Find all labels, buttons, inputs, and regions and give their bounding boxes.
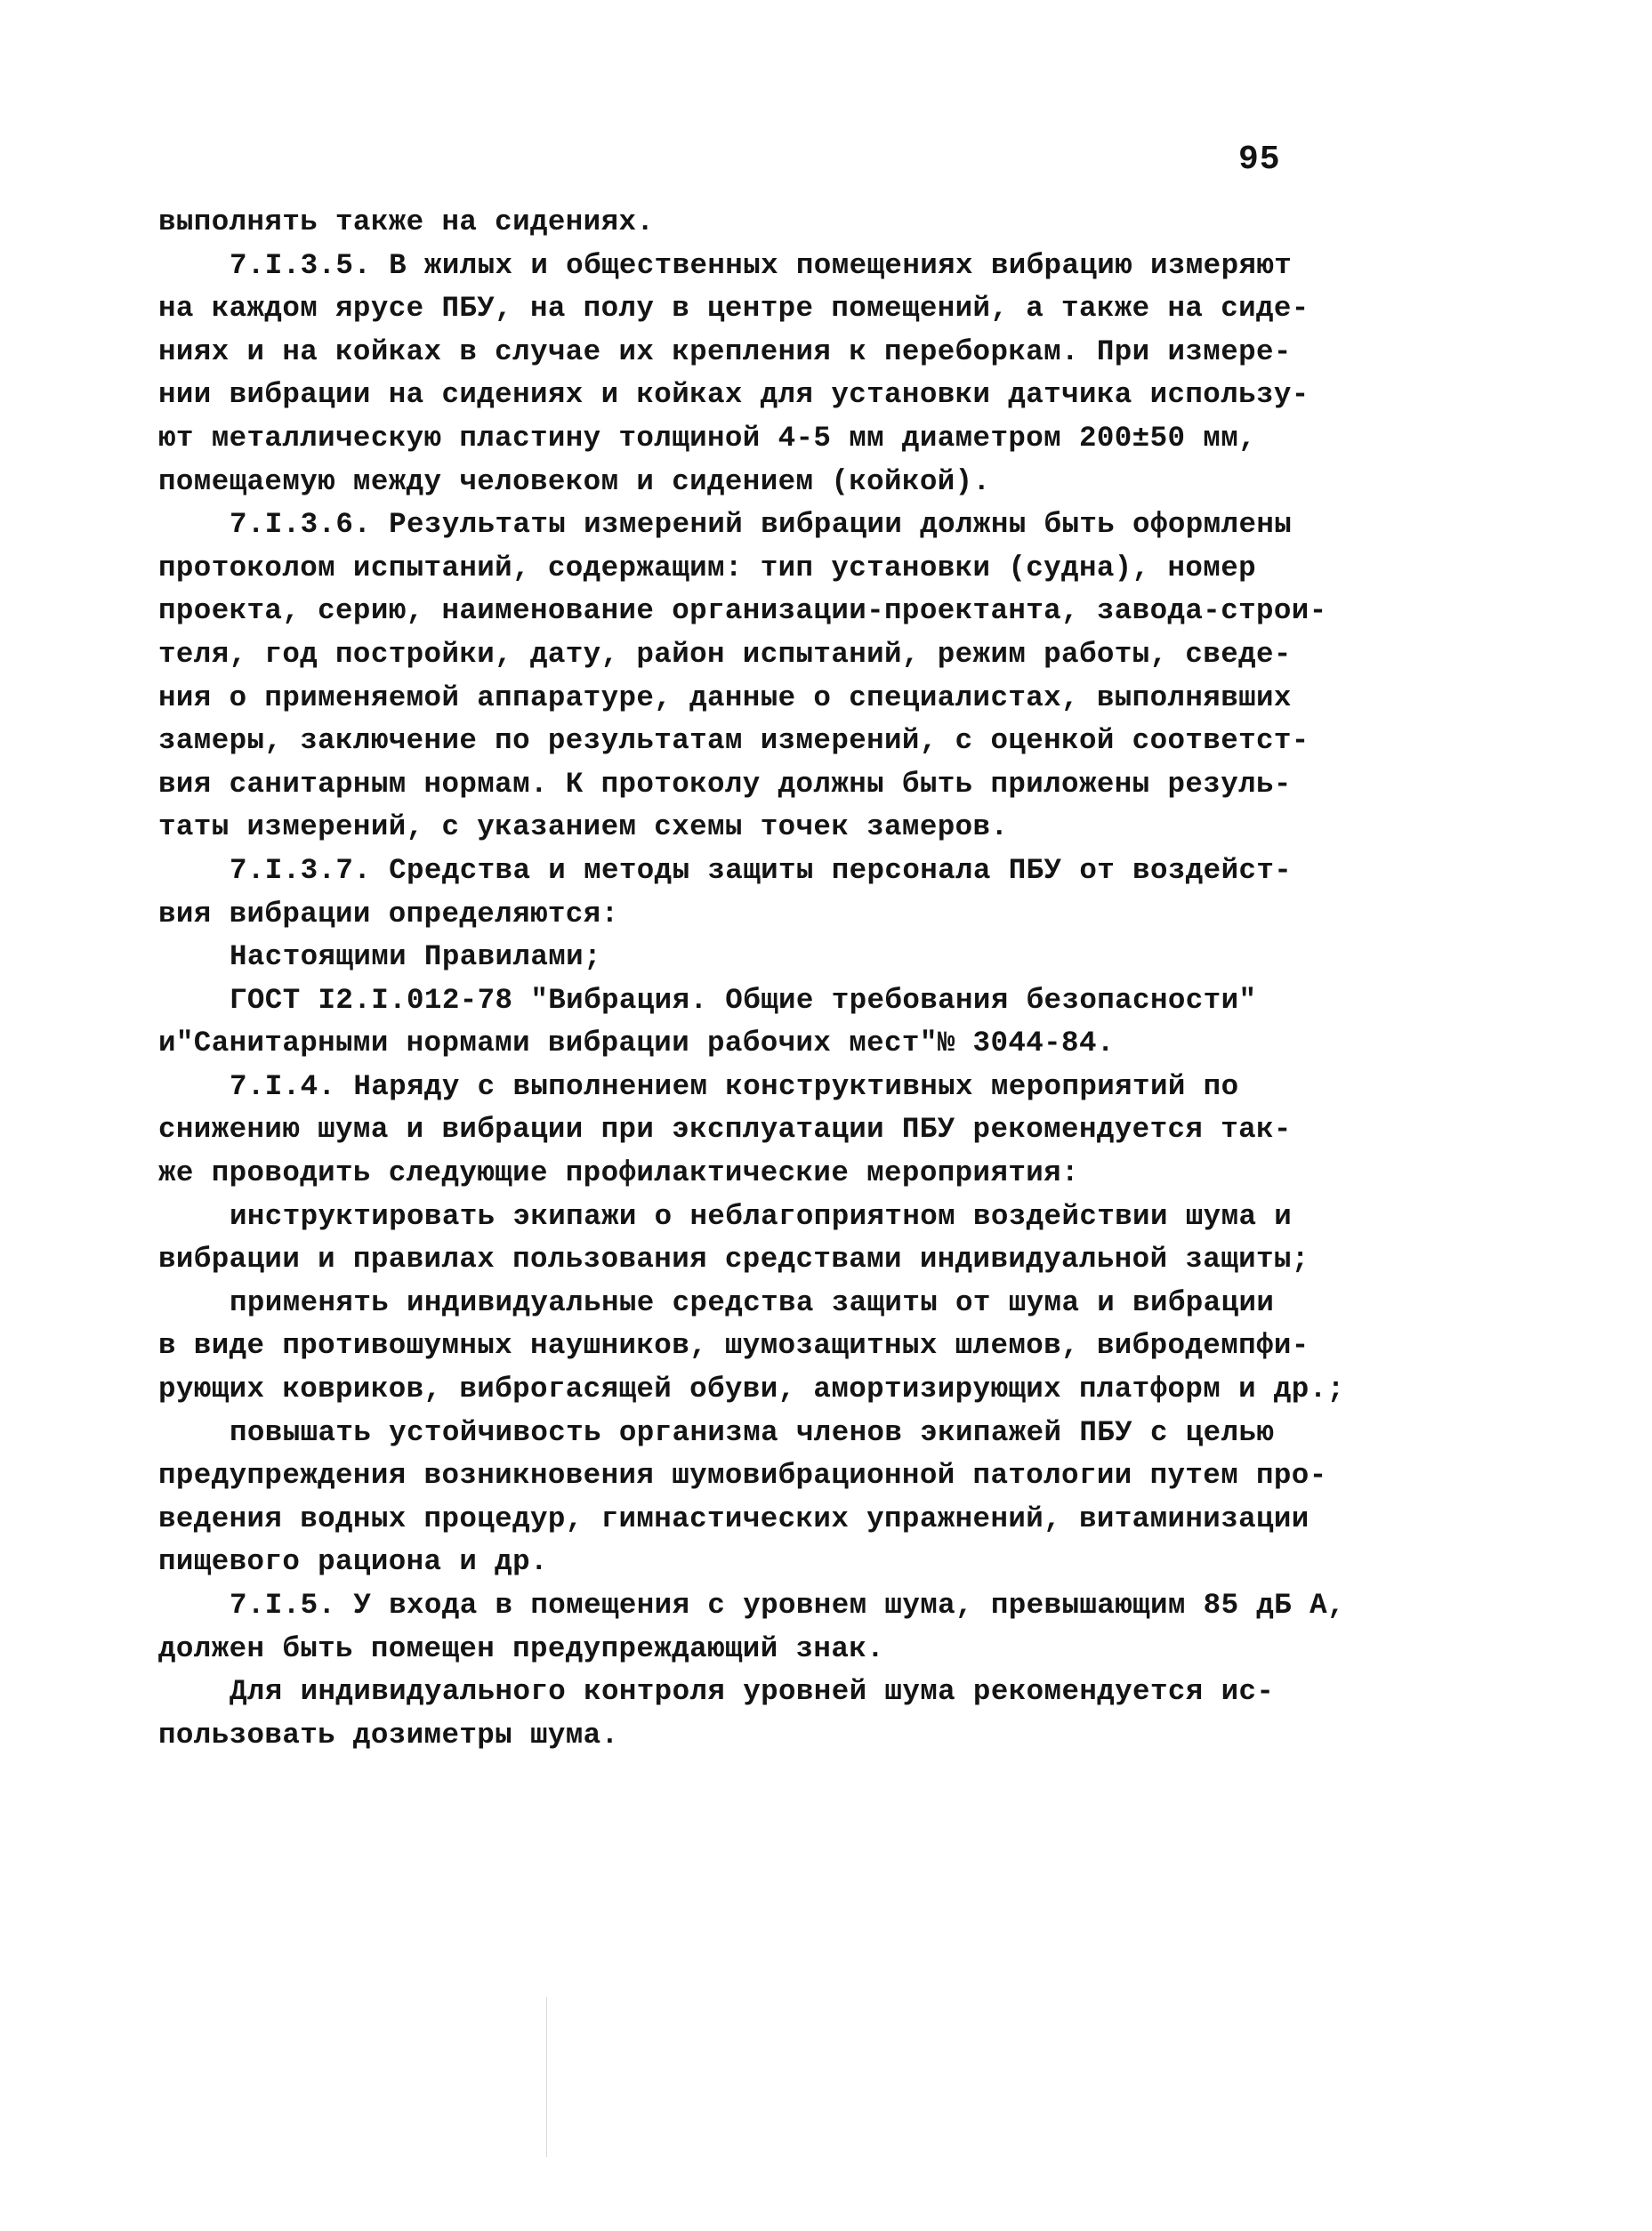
text-line: снижению шума и вибрации при эксплуатации ПБУ рекомендуется так- <box>158 1113 1292 1147</box>
body-text <box>158 201 1404 1757</box>
text-line: предупреждения возникновения шумовибрационной патологии путем про- <box>158 1459 1327 1493</box>
text-line: и"Санитарными нормами вибрации рабочих мест"№ 3044-84. <box>158 1027 1115 1060</box>
text-line: 7.I.5. У входа в помещения с уровнем шума, превышающим 85 дБ А, <box>230 1589 1345 1622</box>
text-line: помещаемую между человеком и сидением (койкой). <box>158 464 991 498</box>
text-line: пищевого рациона и др. <box>158 1545 548 1579</box>
text-line: на каждом ярусе ПБУ, на полу в центре помещений, а также на сиде- <box>158 292 1310 326</box>
text-line: в виде противошумных наушников, шумозащитных шлемов, вибродемпфи- <box>158 1329 1310 1363</box>
text-line: пользовать дозиметры шума. <box>158 1718 619 1752</box>
text-line: вия вибрации определяются: <box>158 897 619 930</box>
text-line: рующих ковриков, виброгасящей обуви, амортизирующих платформ и др.; <box>158 1373 1345 1406</box>
text-line: повышать устойчивость организма членов экипажей ПБУ с целью <box>230 1415 1275 1449</box>
text-line: ют металлическую пластину толщиной 4-5 мм диаметром 200±50 мм, <box>158 421 1256 455</box>
text-line: 7.I.3.7. Средства и методы защиты персонала ПБУ от воздейст- <box>230 853 1293 887</box>
text-line: должен быть помещен предупреждающий знак. <box>158 1631 885 1665</box>
text-line: же проводить следующие профилактические мероприятия: <box>158 1156 1079 1190</box>
text-line: нии вибрации на сидениях и койках для установки датчика использу- <box>158 378 1310 412</box>
text-line: замеры, заключение по результатам измерений, с оценкой соответст- <box>158 724 1310 758</box>
text-line: теля, год постройки, дату, район испытаний, режим работы, сведе- <box>158 637 1292 671</box>
text-line: выполнять также на сидениях. <box>158 205 655 238</box>
text-line: 7.I.4. Наряду с выполнением конструктивных мероприятий по <box>230 1069 1239 1103</box>
text-line: инструктировать экипажи о неблагоприятном воздействии шума и <box>230 1199 1293 1233</box>
text-line: ния о применяемой аппаратуре, данные о специалистах, выполнявших <box>158 681 1292 714</box>
text-line: ведения водных процедур, гимнастических упражнений, витаминизации <box>158 1502 1310 1535</box>
text-line: Для индивидуального контроля уровней шума рекомендуется ис- <box>230 1675 1275 1709</box>
text-line: Настоящими Правилами; <box>230 940 601 974</box>
text-line: вия санитарным нормам. К протоколу должны быть приложены резуль- <box>158 767 1292 801</box>
scan-crease-mark <box>546 1997 547 2157</box>
text-line: ГОСТ I2.I.012-78 "Вибрация. Общие требования безопасности" <box>230 983 1257 1017</box>
text-line: вибрации и правилах пользования средствами индивидуальной защиты; <box>158 1243 1310 1277</box>
text-line: 7.I.3.6. Результаты измерений вибрации должны быть оформлены <box>230 508 1293 542</box>
text-line: применять индивидуальные средства защиты от шума и вибрации <box>230 1285 1275 1319</box>
text-line: проекта, серию, наименование организации-проектанта, завода-строи- <box>158 594 1327 628</box>
text-line: 7.I.3.5. В жилых и общественных помещениях вибрацию измеряют <box>230 248 1293 282</box>
page-number: 95 <box>1238 141 1281 179</box>
text-line: протоколом испытаний, содержащим: тип установки (судна), номер <box>158 551 1256 584</box>
text-line: ниях и на койках в случае их крепления к переборкам. При измере- <box>158 334 1292 368</box>
text-line: таты измерений, с указанием схемы точек замеров. <box>158 810 1009 844</box>
